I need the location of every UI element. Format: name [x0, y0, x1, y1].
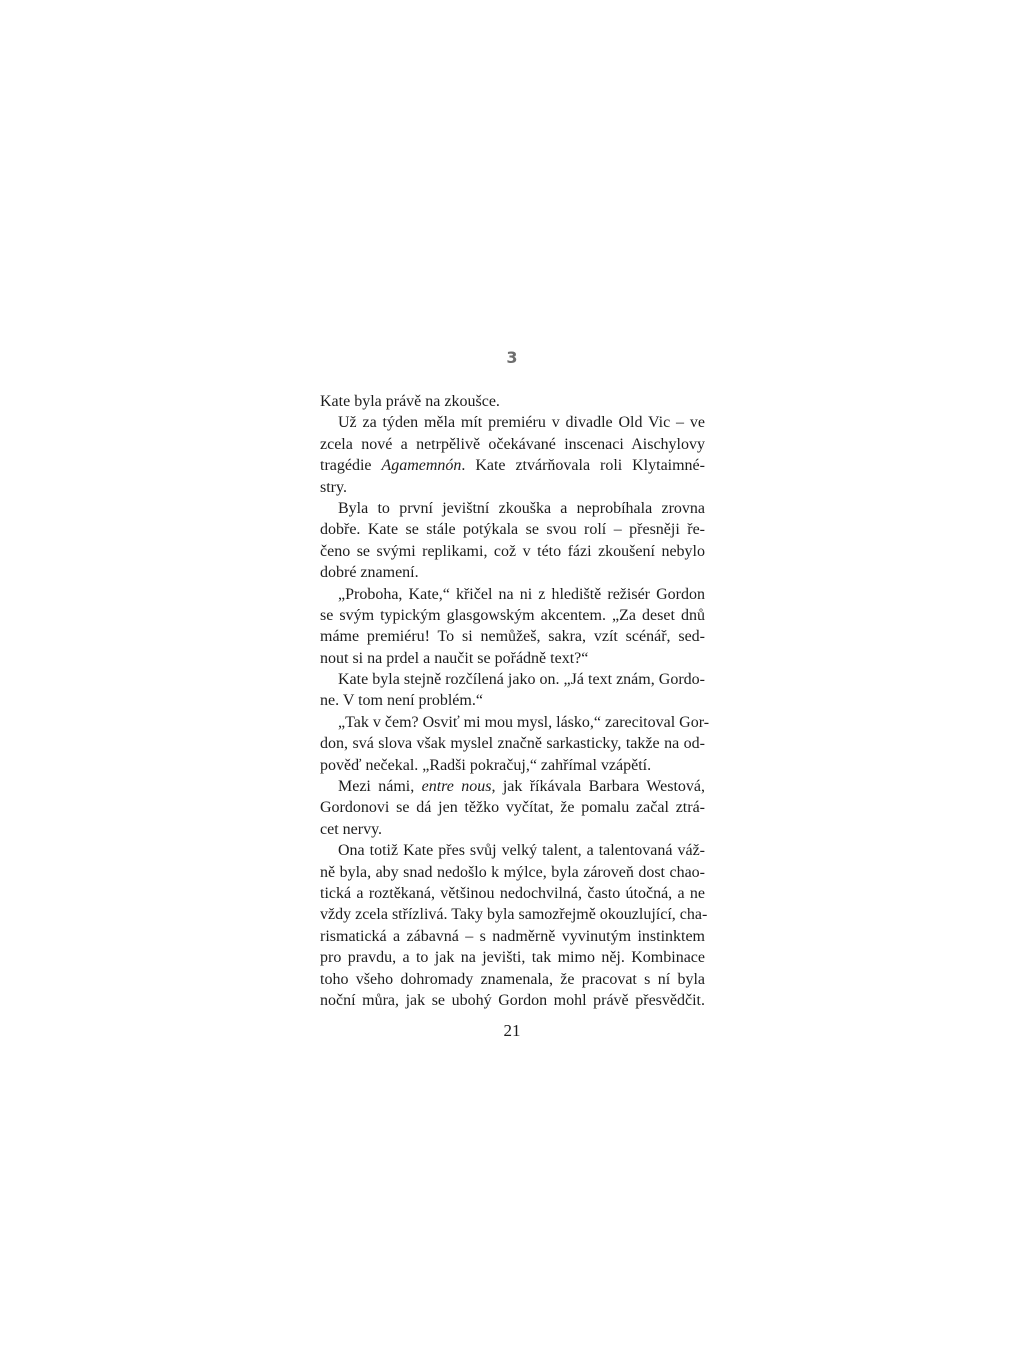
- text-line: [320, 498, 705, 519]
- text-line: [320, 755, 705, 776]
- text-line: [320, 412, 705, 433]
- text-line: [320, 904, 708, 925]
- text-run: ně byla, aby snad nedošlo k mýlce, byla zároveň dost chao-: [320, 863, 705, 881]
- text-run: stry.: [320, 478, 347, 496]
- text-run: Ona totiž Kate přes svůj velký talent, a talentovaná váž-: [338, 842, 705, 860]
- text-run: dobře. Kate se stále potýkala se svou rolí – přesněji ře-: [320, 521, 705, 539]
- page-number: 21: [503, 1021, 521, 1040]
- text-line: [320, 519, 705, 540]
- text-line: [320, 584, 705, 605]
- text-line: [320, 434, 705, 455]
- text-run: tragédie: [320, 457, 382, 475]
- text-line: [320, 797, 705, 818]
- text-run: tická a roztěkaná, většinou nedochvilná, často útočná, a ne: [320, 884, 705, 902]
- text-run: Gordonovi se dá jen těžko vyčítat, že pomalu začal ztrá-: [320, 799, 705, 817]
- text-line: [320, 969, 705, 990]
- body-text: [320, 391, 710, 1011]
- text-run: zcela nové a netrpělivě očekávané inscenaci Aischylovy: [320, 435, 705, 453]
- text-run: čeno se svými replikami, což v této fázi zkoušení nebylo: [320, 542, 705, 560]
- text-run: Byla to první jevištní zkouška a neprobíhala zrovna: [338, 499, 705, 517]
- text-run: dobré znamení.: [320, 564, 419, 582]
- text-line: [320, 648, 705, 669]
- text-line: [320, 562, 705, 583]
- text-line: [320, 455, 705, 476]
- text-run: Už za týden měla mít premiéru v divadle Old Vic – ve: [338, 414, 705, 432]
- text-run: máme premiéru! To si nemůžeš, sakra, vzít scénář, sed-: [320, 628, 705, 646]
- text-line: [320, 669, 705, 690]
- text-run: toho všeho dohromady znamenala, že pracovat s ní byla: [320, 970, 705, 988]
- text-run: don, svá slova však myslel značně sarkasticky, takže na od-: [320, 735, 705, 753]
- text-run: se svým typickým glasgowským akcentem. „Za deset dnů: [320, 606, 705, 624]
- text-line: [320, 477, 705, 498]
- text-line: [320, 926, 705, 947]
- italic-text: entre nous,: [421, 778, 496, 796]
- text-run: pověď nečekal. „Radši pokračuj,“ zahřímal vzápětí.: [320, 756, 652, 774]
- text-run: „Proboha, Kate,“ křičel na ni z hlediště režisér Gordon: [338, 585, 705, 603]
- text-run: „Tak v čem? Osviť mi mou mysl, lásko,“ zarecitoval Gor-: [338, 713, 710, 731]
- text-line: [320, 712, 710, 733]
- text-line: [320, 819, 705, 840]
- chapter-number: 3: [506, 348, 518, 367]
- text-run: Mezi námi,: [338, 778, 422, 796]
- text-run: Kate byla právě na zkoušce.: [320, 393, 500, 410]
- text-line: [320, 605, 705, 626]
- text-line: [320, 840, 705, 861]
- text-run: vždy zcela střízlivá. Taky byla samozřejmě okouzlující, cha-: [320, 906, 708, 924]
- italic-text: Agamemnón: [381, 457, 462, 475]
- text-line: [320, 626, 705, 647]
- text-run: pro pravdu, a to jak na jevišti, tak mimo něj. Kombinace: [320, 949, 705, 967]
- text-run: nout si na prdel a naučit se pořádně text?“: [320, 649, 589, 667]
- text-run: cet nervy.: [320, 820, 383, 838]
- text-line: [320, 541, 705, 562]
- text-run: . Kate ztvárňovala roli Klytaimné-: [461, 457, 705, 475]
- text-run: rismatická a zábavná – s nadměrně vyvinutým instinktem: [320, 927, 705, 945]
- text-run: ne. V tom není problém.“: [320, 692, 483, 710]
- text-line: [320, 883, 705, 904]
- text-line: [320, 776, 705, 797]
- text-line: [320, 862, 705, 883]
- text-run: jak říkávala Barbara Westová,: [495, 778, 706, 796]
- text-line: [320, 990, 705, 1011]
- text-line: [320, 391, 705, 412]
- text-line: [320, 690, 705, 711]
- text-line: [320, 733, 705, 754]
- text-line: [320, 947, 705, 968]
- text-run: Kate byla stejně rozčílená jako on. „Já text znám, Gordo-: [338, 671, 705, 689]
- text-run: noční můra, jak se ubohý Gordon mohl právě přesvědčit.: [320, 991, 705, 1009]
